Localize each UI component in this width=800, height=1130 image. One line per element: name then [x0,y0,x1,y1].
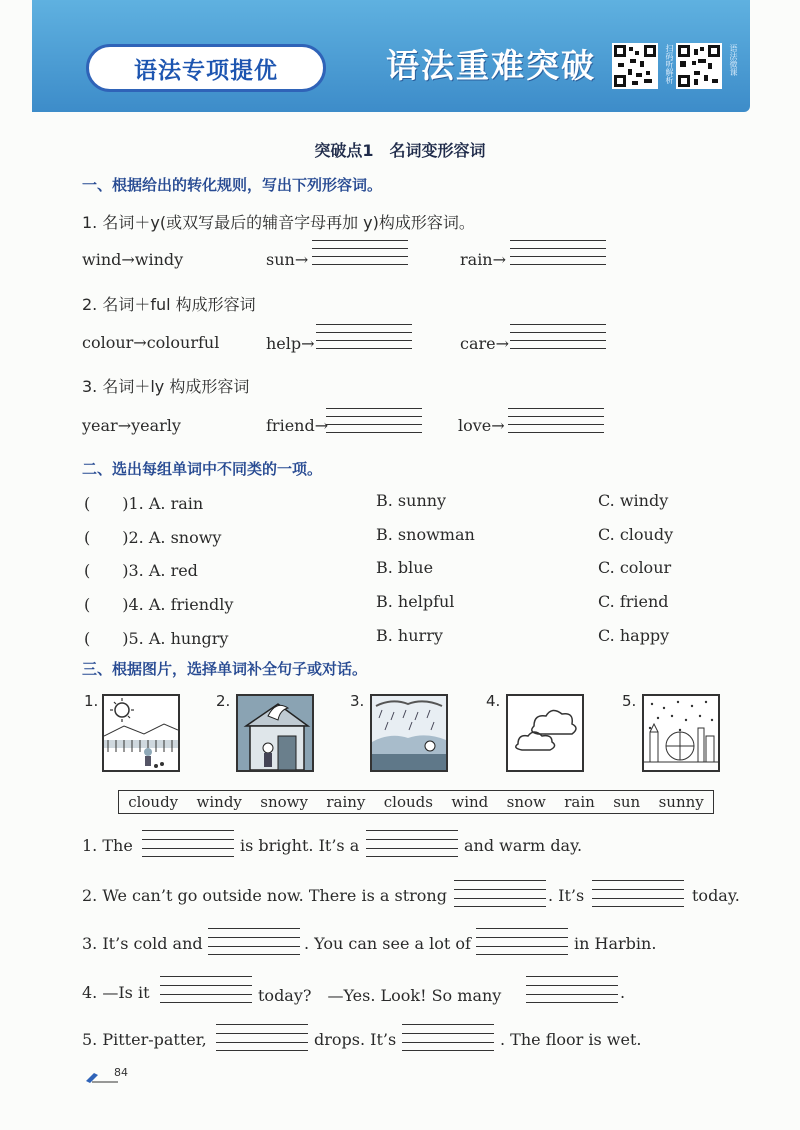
sunny-scene-picture [102,694,180,772]
pencil-icon [84,1068,118,1080]
answer-blank[interactable] [142,830,234,856]
item-label: love→ [458,416,505,435]
question-option-b: B. snowman [376,525,475,544]
rule-3: 3. 名词＋ly 构成形容词 [82,377,250,396]
answer-blank[interactable] [508,408,604,434]
word-bank-item: rainy [326,793,366,811]
sentence-5-part: 5. Pitter-patter, [82,1030,207,1049]
example-2: colour→colourful [82,333,220,352]
item-label: help→ [266,334,315,353]
rule-1: 1. 名词＋y(或双写最后的辅音字母再加 y)构成形容词。 [82,213,475,232]
picture-number: 3. [350,692,365,710]
sentence-2-part: 2. We can’t go outside now. There is a strong [82,886,447,905]
example-1: wind→windy [82,250,184,269]
answer-blank[interactable] [312,240,408,266]
word-bank [118,790,714,814]
sentence-2-part: today. [692,886,740,905]
qr-code-icon [676,43,722,89]
question-option-c: C. colour [598,558,672,577]
question-option-b: B. blue [376,558,434,577]
banner-title: 语法重难突破 [386,46,596,85]
question-option-c: C. windy [598,491,669,510]
sentence-4-part: 4. —Is it [82,983,150,1002]
sentence-3-part: in Harbin. [574,934,657,953]
word-bank-item: snowy [260,793,308,811]
answer-blank[interactable] [366,830,458,856]
question-option-a: ( )3. A. red [84,561,198,580]
sentence-3-part: 3. It’s cold and [82,934,203,953]
answer-blank[interactable] [216,1024,308,1050]
sentence-1-part: is bright. It’s a [240,836,360,855]
qr-code-icon [612,43,658,89]
word-bank-item: windy [196,793,242,811]
example-3: year→yearly [82,416,181,435]
rule-2: 2. 名词＋ful 构成形容词 [82,295,256,314]
question-option-c: C. cloudy [598,525,674,544]
picture-number: 4. [486,692,501,710]
word-bank-item: sunny [658,793,704,811]
word-bank-item: snow [506,793,546,811]
answer-blank[interactable] [510,240,606,266]
windy-scene-picture [236,694,314,772]
sentence-4-part: today? —Yes. Look! So many [258,986,502,1005]
banner-pill-label: 语法专项提优 [86,44,326,92]
rainy-scene-picture [370,694,448,772]
answer-blank[interactable] [160,976,252,1002]
word-bank-item: rain [564,793,595,811]
question-option-c: C. happy [598,626,670,645]
answer-blank[interactable] [454,880,546,906]
answer-blank[interactable] [510,324,606,350]
qr-caption: 扫码听解析 [665,44,674,84]
sentence-5-part: drops. It’s [314,1030,397,1049]
question-option-a: ( )1. A. rain [84,494,204,513]
picture-number: 1. [84,692,99,710]
answer-blank[interactable] [592,880,684,906]
sentence-3-part: . You can see a lot of [304,934,471,953]
answer-blank[interactable] [476,928,568,954]
answer-blank[interactable] [326,408,422,434]
qr-caption: 语法微课 [729,44,738,76]
word-bank-item: wind [451,793,489,811]
answer-blank[interactable] [526,976,618,1002]
question-option-b: B. hurry [376,626,443,645]
word-bank-item: cloudy [128,793,179,811]
item-label: sun→ [266,250,309,269]
part1-heading: 一、根据给出的转化规则，写出下列形容词。 [82,176,383,194]
question-option-c: C. friend [598,592,669,611]
answer-blank[interactable] [208,928,300,954]
item-label: care→ [460,334,510,353]
answer-blank[interactable] [316,324,412,350]
part2-heading: 二、选出每组单词中不同类的一项。 [82,460,323,478]
question-option-a: ( )5. A. hungry [84,629,229,648]
word-bank-item: sun [613,793,641,811]
question-option-a: ( )2. A. snowy [84,528,222,547]
part3-heading: 三、根据图片，选择单词补全句子或对话。 [82,660,368,678]
picture-number: 2. [216,692,231,710]
section-title: 突破点1 名词变形容词 [314,141,486,160]
page-number: 84 [114,1066,128,1079]
item-label: friend→ [266,416,329,435]
question-option-b: B. helpful [376,592,455,611]
snowy-scene-picture [642,694,720,772]
sentence-5-part: . The floor is wet. [500,1030,642,1049]
word-bank-item: clouds [383,793,433,811]
answer-blank[interactable] [402,1024,494,1050]
sentence-1-part: 1. The [82,836,133,855]
sentence-2-part: . It’s [548,886,585,905]
sentence-1-part: and warm day. [464,836,583,855]
sentence-4-part: . [620,983,626,1002]
cloudy-scene-picture [506,694,584,772]
picture-number: 5. [622,692,637,710]
question-option-a: ( )4. A. friendly [84,595,234,614]
question-option-b: B. sunny [376,491,447,510]
item-label: rain→ [460,250,507,269]
